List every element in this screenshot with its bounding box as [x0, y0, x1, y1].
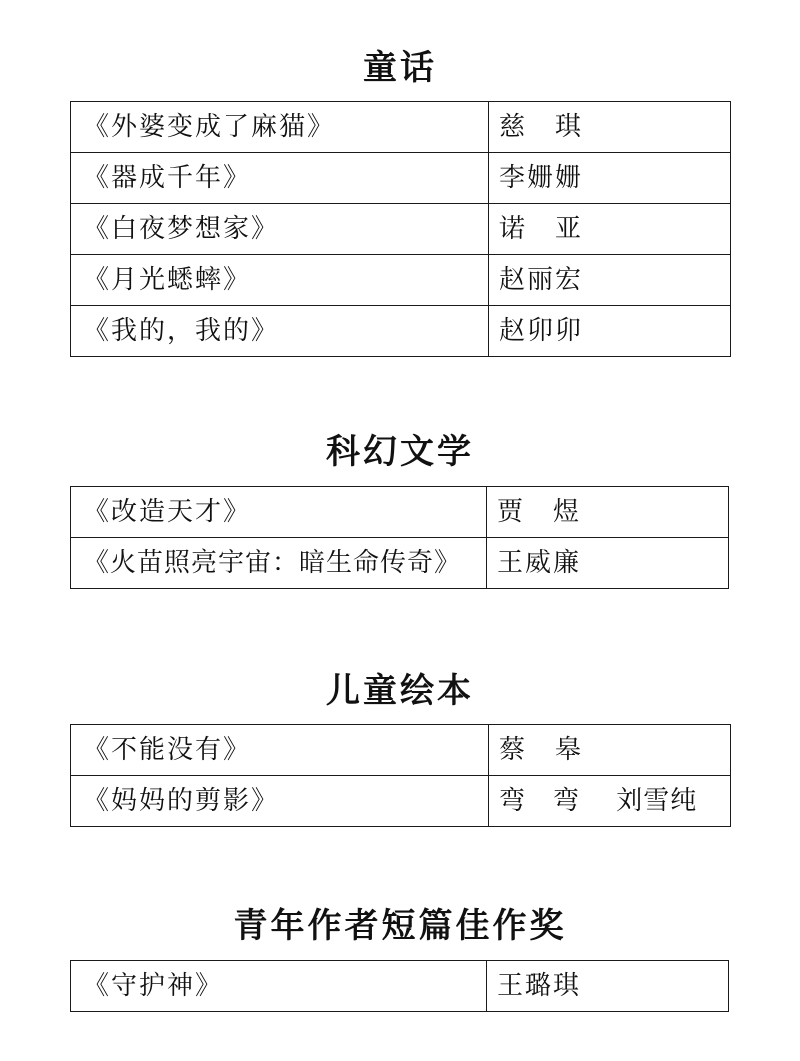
author-name: 王璐琪: [487, 961, 729, 1012]
author-name: 王威廉: [487, 538, 729, 589]
table-row: [71, 102, 731, 153]
table-row: [71, 306, 731, 357]
work-title: 《不能没有》: [71, 725, 489, 776]
work-title: 《改造天才》: [71, 487, 487, 538]
work-title: 《器成千年》: [71, 153, 489, 204]
section-title-science-fiction: 科幻文学: [326, 432, 474, 472]
table-row: [71, 255, 731, 306]
picture-books-table: [70, 724, 731, 827]
author-name: 赵丽宏: [489, 255, 731, 306]
table-row: [71, 153, 731, 204]
author-name: 慈 琪: [489, 102, 731, 153]
section-title-young-author-award: 青年作者短篇佳作奖: [233, 906, 567, 946]
table-row: [71, 776, 731, 827]
work-title: 《守护神》: [71, 961, 487, 1012]
section-title-fairy-tale: 童话: [363, 48, 437, 88]
author-name: 弯 弯 刘雪纯: [489, 776, 731, 827]
table-row: [71, 487, 729, 538]
work-title: 《白夜梦想家》: [71, 204, 489, 255]
fairy-tale-table: [70, 101, 731, 357]
table-row: [71, 204, 731, 255]
work-title: 《月光蟋蟀》: [71, 255, 489, 306]
table-row: [71, 725, 731, 776]
author-name: 贾 煜: [487, 487, 729, 538]
work-title: 《我的，我的》: [71, 306, 489, 357]
author-name: 李姗姗: [489, 153, 731, 204]
table-row: [71, 961, 729, 1012]
work-title: 《妈妈的剪影》: [71, 776, 489, 827]
science-fiction-table: [70, 486, 729, 589]
work-title: 《外婆变成了麻猫》: [71, 102, 489, 153]
section-title-picture-books: 儿童绘本: [326, 671, 474, 711]
author-name: 诺 亚: [489, 204, 731, 255]
young-author-table: [70, 960, 729, 1012]
table-row: [71, 538, 729, 589]
work-title: 《火苗照亮宇宙：暗生命传奇》: [71, 538, 487, 589]
author-name: 蔡 皋: [489, 725, 731, 776]
author-name: 赵卯卯: [489, 306, 731, 357]
